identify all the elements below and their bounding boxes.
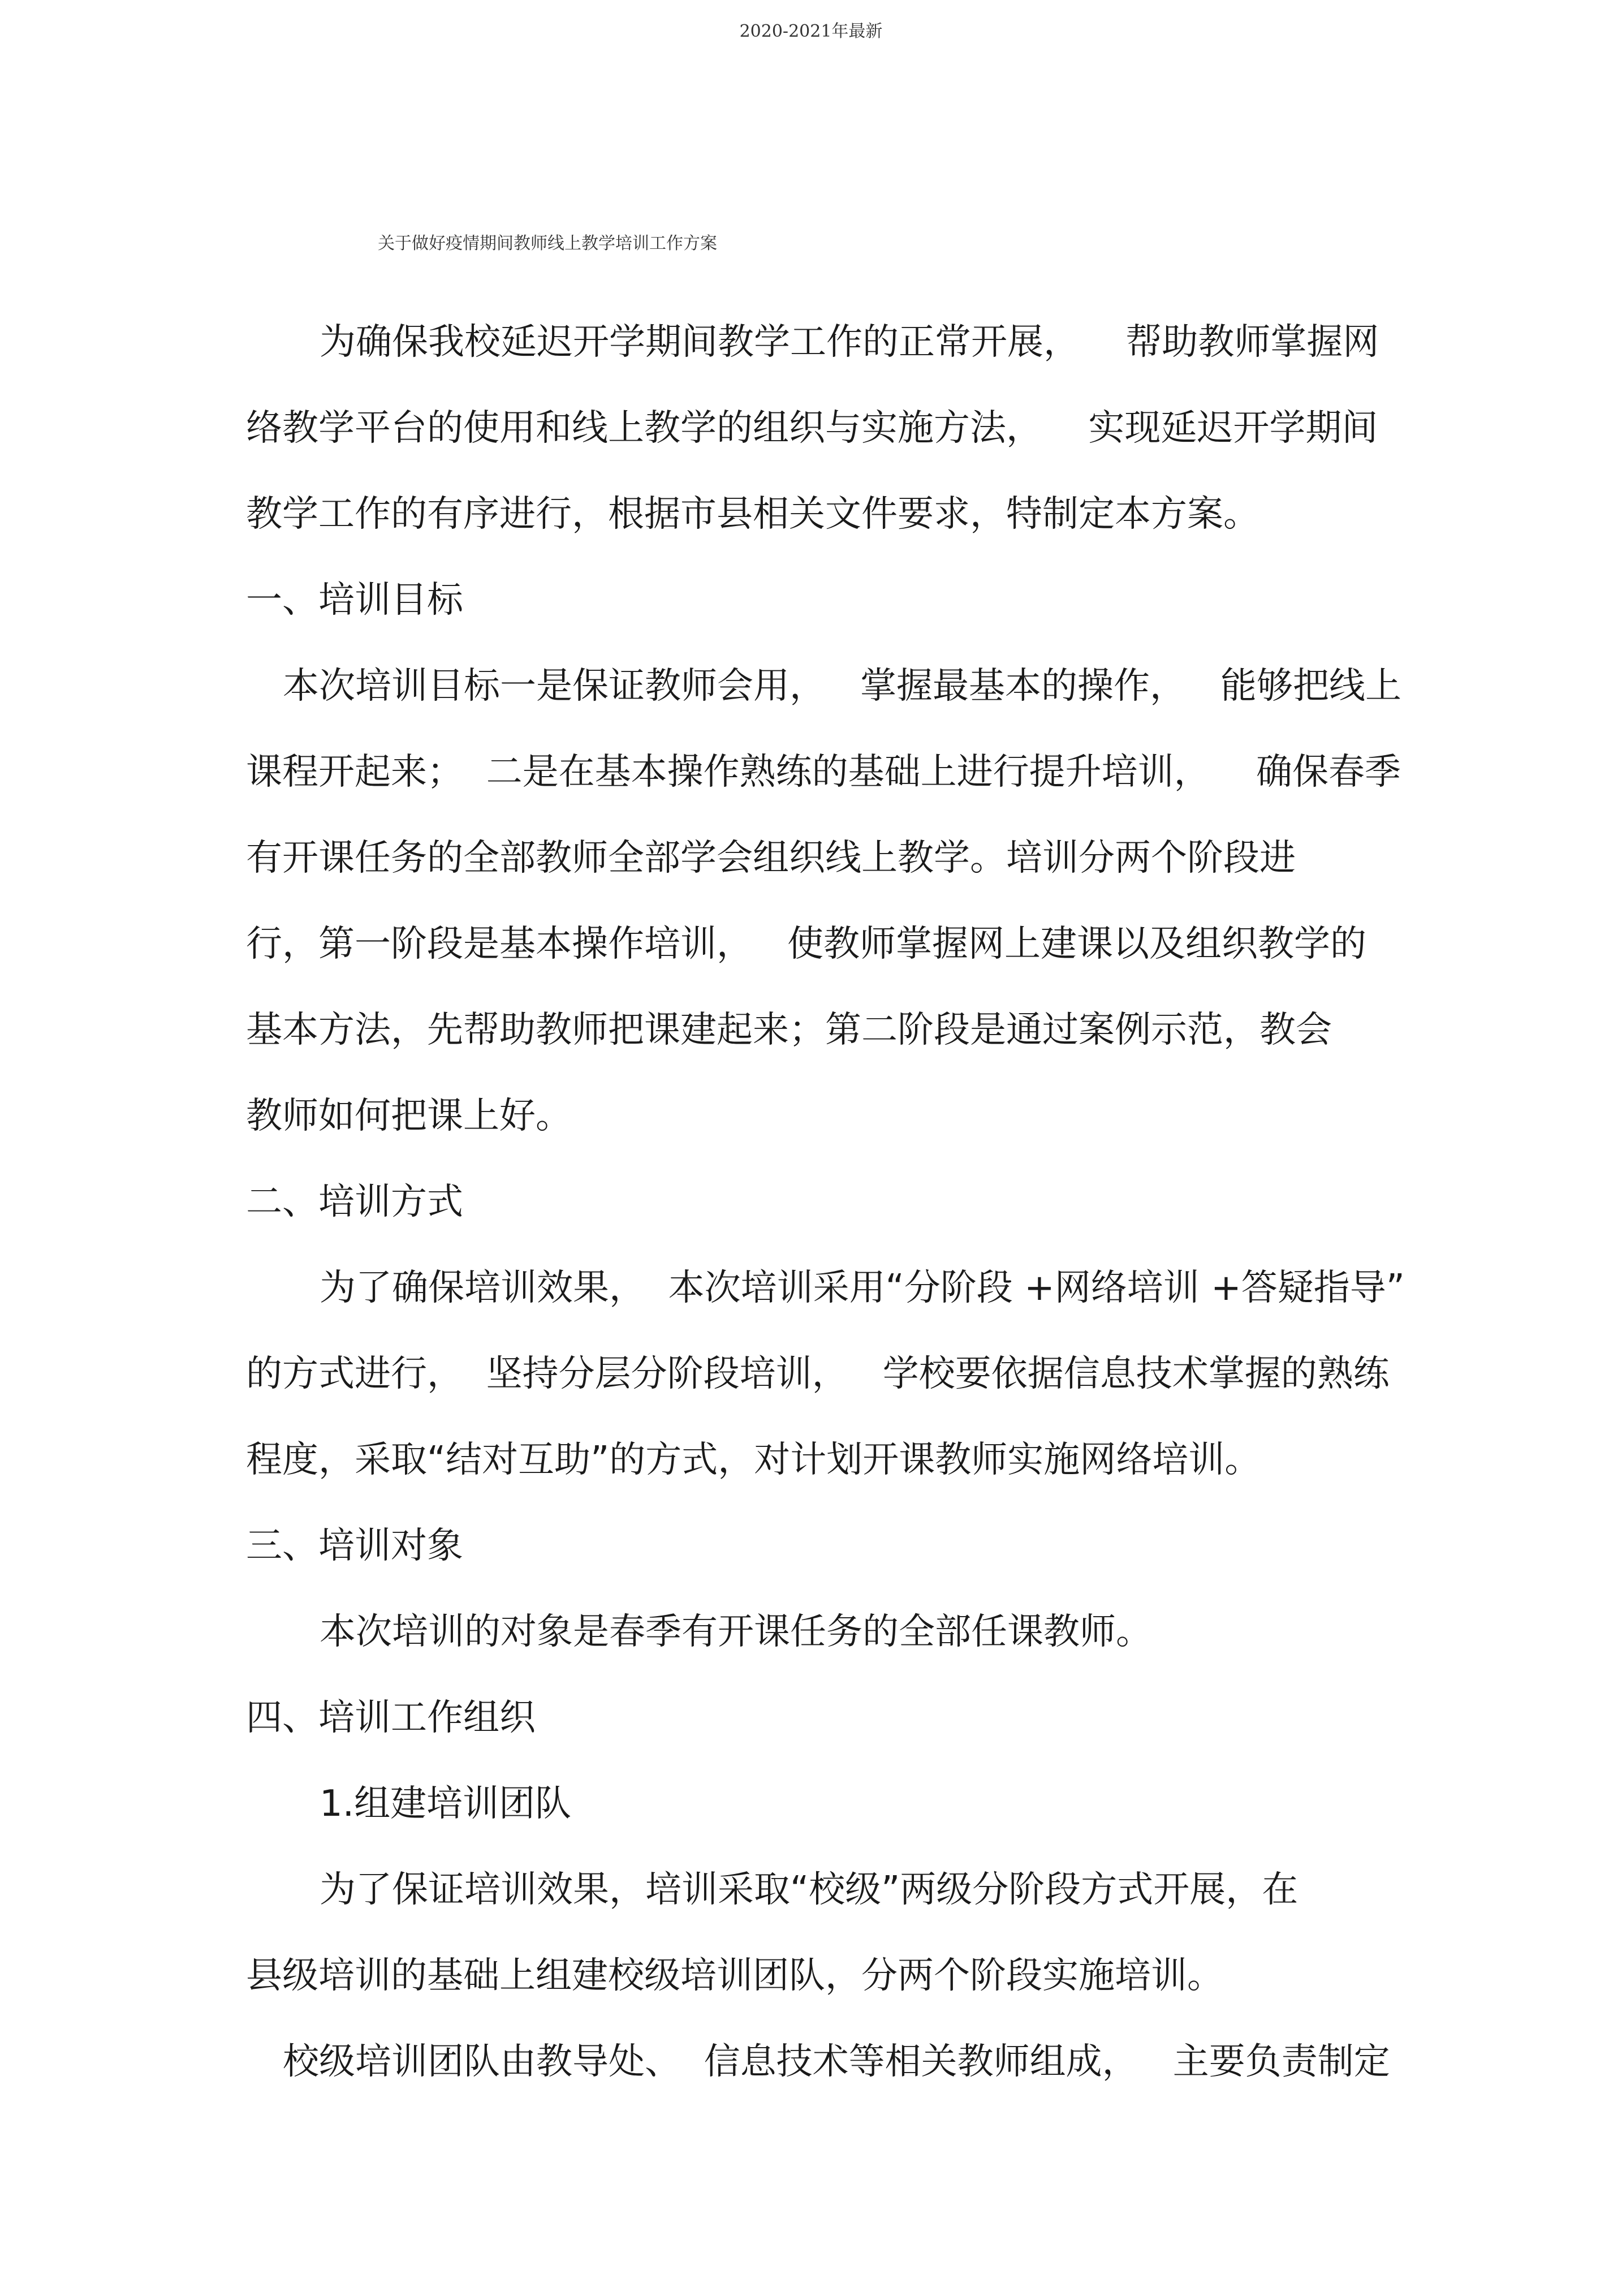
section-heading: 四、培训工作组织 bbox=[246, 1697, 536, 1739]
paragraph-line: 程度，采取“结对互助”的方式，对计划开课教师实施网络培训。 bbox=[246, 1439, 1261, 1481]
paragraph-line: 的方式进行， 坚持分层分阶段培训， 学校要依据信息技术掌握的熟练 bbox=[246, 1353, 1390, 1395]
section-heading: 一、培训目标 bbox=[246, 579, 463, 621]
paragraph-line: 本次培训的对象是春季有开课任务的全部任课教师。 bbox=[320, 1611, 1152, 1653]
paragraph-line: 基本方法，先帮助教师把课建起来；第二阶段是通过案例示范，教会 bbox=[246, 1009, 1332, 1051]
paragraph-line: 本次培训目标一是保证教师会用， 掌握最基本的操作， 能够把线上 bbox=[283, 665, 1402, 707]
paragraph-line: 有开课任务的全部教师全部学会组织线上教学。培训分两个阶段进 bbox=[246, 837, 1296, 879]
paragraph-line: 教学工作的有序进行，根据市县相关文件要求，特制定本方案。 bbox=[246, 493, 1259, 535]
paragraph-line: 行，第一阶段是基本操作培训， 使教师掌握网上建课以及组织教学的 bbox=[246, 923, 1367, 965]
paragraph-line: 为确保我校延迟开学期间教学工作的正常开展， 帮助教师掌握网 bbox=[320, 321, 1379, 363]
paragraph-line: 为了保证培训效果，培训采取“校级”两级分阶段方式开展，在 bbox=[320, 1869, 1299, 1911]
paragraph-line: 络教学平台的使用和线上教学的组织与实施方法， 实现延迟开学期间 bbox=[246, 407, 1378, 449]
section-heading: 二、培训方式 bbox=[246, 1181, 463, 1223]
document-title: 关于做好疫情期间教师线上教学培训工作方案 bbox=[378, 234, 717, 253]
section-heading: 三、培训对象 bbox=[246, 1525, 463, 1567]
subsection-heading: 1.组建培训团队 bbox=[320, 1783, 572, 1825]
paragraph-line: 教师如何把课上好。 bbox=[246, 1095, 572, 1137]
paragraph-line: 课程开起来； 二是在基本操作熟练的基础上进行提升培训， 确保春季 bbox=[246, 751, 1401, 793]
paragraph-line: 校级培训团队由教导处、 信息技术等相关教师组成， 主要负责制定 bbox=[283, 2041, 1390, 2083]
paragraph-line: 为了确保培训效果， 本次培训采用“分阶段 +网络培训 +答疑指导” bbox=[320, 1267, 1405, 1309]
page-header: 2020-2021年最新 bbox=[739, 21, 883, 41]
paragraph-line: 县级培训的基础上组建校级培训团队，分两个阶段实施培训。 bbox=[246, 1955, 1223, 1997]
